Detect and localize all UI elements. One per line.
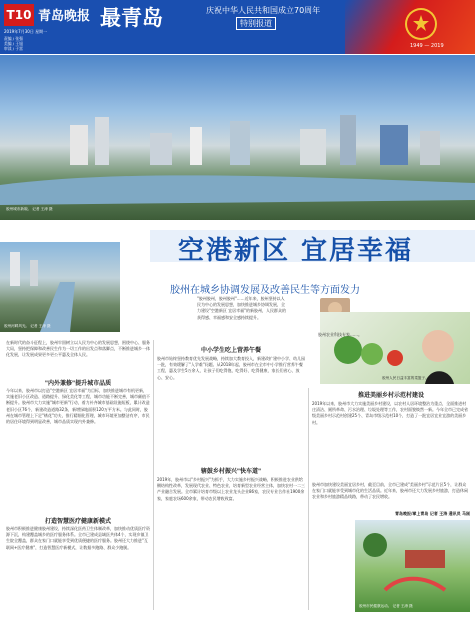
editor-credit-line: 美编 / 王旭 <box>4 41 23 46</box>
editor-credit-line: 审读 / 于雷 <box>4 46 23 51</box>
portrait-caption: 胶州农业科技专家……。 <box>318 332 362 337</box>
page-number-box <box>4 4 34 26</box>
paper-name: 青岛晚报 <box>38 9 91 24</box>
column-divider <box>153 340 154 610</box>
photo-caption: 胶州城市新貌。 记者 王涛 摄 <box>6 207 53 211</box>
col3-closing: 胶州市加快建设美丽宜居乡村，截至目前，全市已建成"美丽乡村"示范片区5个，让群众在家门口就能享受到城市化的生活品质。近年来，胶州市还大力发展乡村旅游，打造休闲农业和乡村旅游精品线路，带动了农民增收。 <box>312 482 468 500</box>
anniversary-subtitle: 特别报道 <box>236 17 276 30</box>
section-title: 最青岛 <box>100 6 163 30</box>
article-headline: 空港新区 宜居幸福 <box>178 236 414 266</box>
section-body: 今年以来，胶州市以打造"空港新区 宜居幸福"为目标，加快推进城市有机更新，实施老旧小区改造、道路提升、绿化美化等工程，城市功能不断完善，城市颜值不断提升。胶州市大力实施"城市更新"行动，着力补齐城市基础设施短板，累计改造老旧小区76个，新建改造道路32条，新增绿地面积120万平方米。与此同时，胶州在城市管理上下足"绣花"功夫，推行精细化管理，城市环境更加整洁有序，市民的居住环境得到明显改善，城市品质实现内外兼修。 <box>6 388 150 425</box>
article-byline: 青岛晚报/掌上青岛 记者 王涛 通讯员 马刚 <box>394 511 470 516</box>
photo-caption: 胶州人民日益丰富的菜篮子。 <box>382 376 429 380</box>
editor-credit-line: 责编 / 张强 <box>4 36 23 41</box>
article-subheadline: 胶州在城乡协调发展及改善民生等方面发力 <box>170 285 360 296</box>
section-heading: "内外兼修"提升城市品质 <box>44 380 112 387</box>
photo-caption: 胶州河畔风光。 记者 王涛 摄 <box>4 324 51 328</box>
issue-date: 2019年7月30日 星期一 <box>4 29 48 34</box>
section-body: 胶州市积极推进健康胶州建设，持续深化医药卫生体制改革，加快推动优质医疗资源下沉，构建覆盖城乡的医疗服务体系。全市已建成县域医共体4个，实现乡镇卫生院全覆盖，群众在家门口就能享受到优质便捷的医疗服务。胶州还大力推进"互联网+医疗健康"，打造智慧医疗新模式，让数据多跑路、群众少跑腿。 <box>6 526 150 550</box>
national-emblem-icon <box>405 8 437 40</box>
anniversary-title: 庆祝中华人民共和国成立70周年 <box>206 6 321 15</box>
page-number: T10 <box>6 8 32 22</box>
section-body: 胶州市始终坚持教育优先发展战略，持续加大教育投入，新建改扩建中小学、幼儿园一批，有效缓解了"入学难"问题。从2018年起，胶州市在全市中小学推行营养午餐工程，惠及学生5万余人，让孩子们吃得饱、吃得好、吃得健康，家长们省心、放心、安心。 <box>157 356 305 380</box>
photo-caption: 胶州市民健康运动。 记者 王涛 摄 <box>359 604 413 608</box>
riverside-photo <box>0 242 120 332</box>
masthead <box>0 0 475 54</box>
section-heading: 推进美丽乡村示范村建设 <box>357 392 424 399</box>
section-heading: 中小学生吃上营养午餐 <box>200 347 261 354</box>
section-body: 2019年以来，胶州市大力实施美丽乡村建设，以农村人居环境整治为重点，全面推进村庄清洁、厕所革命、污水治理、垃圾处理等工作，农村面貌焕然一新。今年全市已完成省级美丽乡村示范村创建25个、青岛市级示范村10个，打造了一批宜居宜业宜游的美丽乡村。 <box>312 401 468 425</box>
column-divider <box>308 388 309 610</box>
section-heading: 打造智慧医疗健康新模式 <box>44 518 111 525</box>
anniversary-years: 1949 — 2019 <box>410 43 444 49</box>
section-body: 2019年，胶州市以"乡村振兴"为抓手，大力实施乡村振兴战略，积极推进农业供给侧结构性改革，发展现代农业、特色农业，培育新型农业经营主体，加快农村一二三产业融合发展。全市累计培育市级以上农业龙头企业86家，农民专业合作社1900余家，家庭农场600余家，带动农民增收致富。 <box>157 477 305 501</box>
vegetable-photo <box>320 312 470 384</box>
section-heading: 辖鼓乡村振兴"快车道" <box>200 468 262 475</box>
city-panorama-photo <box>0 55 475 220</box>
editor-credits <box>4 36 23 51</box>
col1-intro: 在新时代的奋斗征程上，胶州牢固树立以人民为中心的发展思想，围绕中心、服务大局，坚持把保障和改善民生作为一切工作的出发点和落脚点，不断推进城乡一体化发展，让发展成果更多更公平惠及全体人民。 <box>6 340 150 358</box>
article-lead: "胶州胶州，胶州胶州"……近年来，胶州坚持以人民为中心的发展思想，加快推进城乡协调发展，全力建设"空港新区 宜居幸福"的新胶州，人民群众的获得感、幸福感和安全感持续提升。 <box>197 296 286 320</box>
playground-photo <box>355 520 470 612</box>
